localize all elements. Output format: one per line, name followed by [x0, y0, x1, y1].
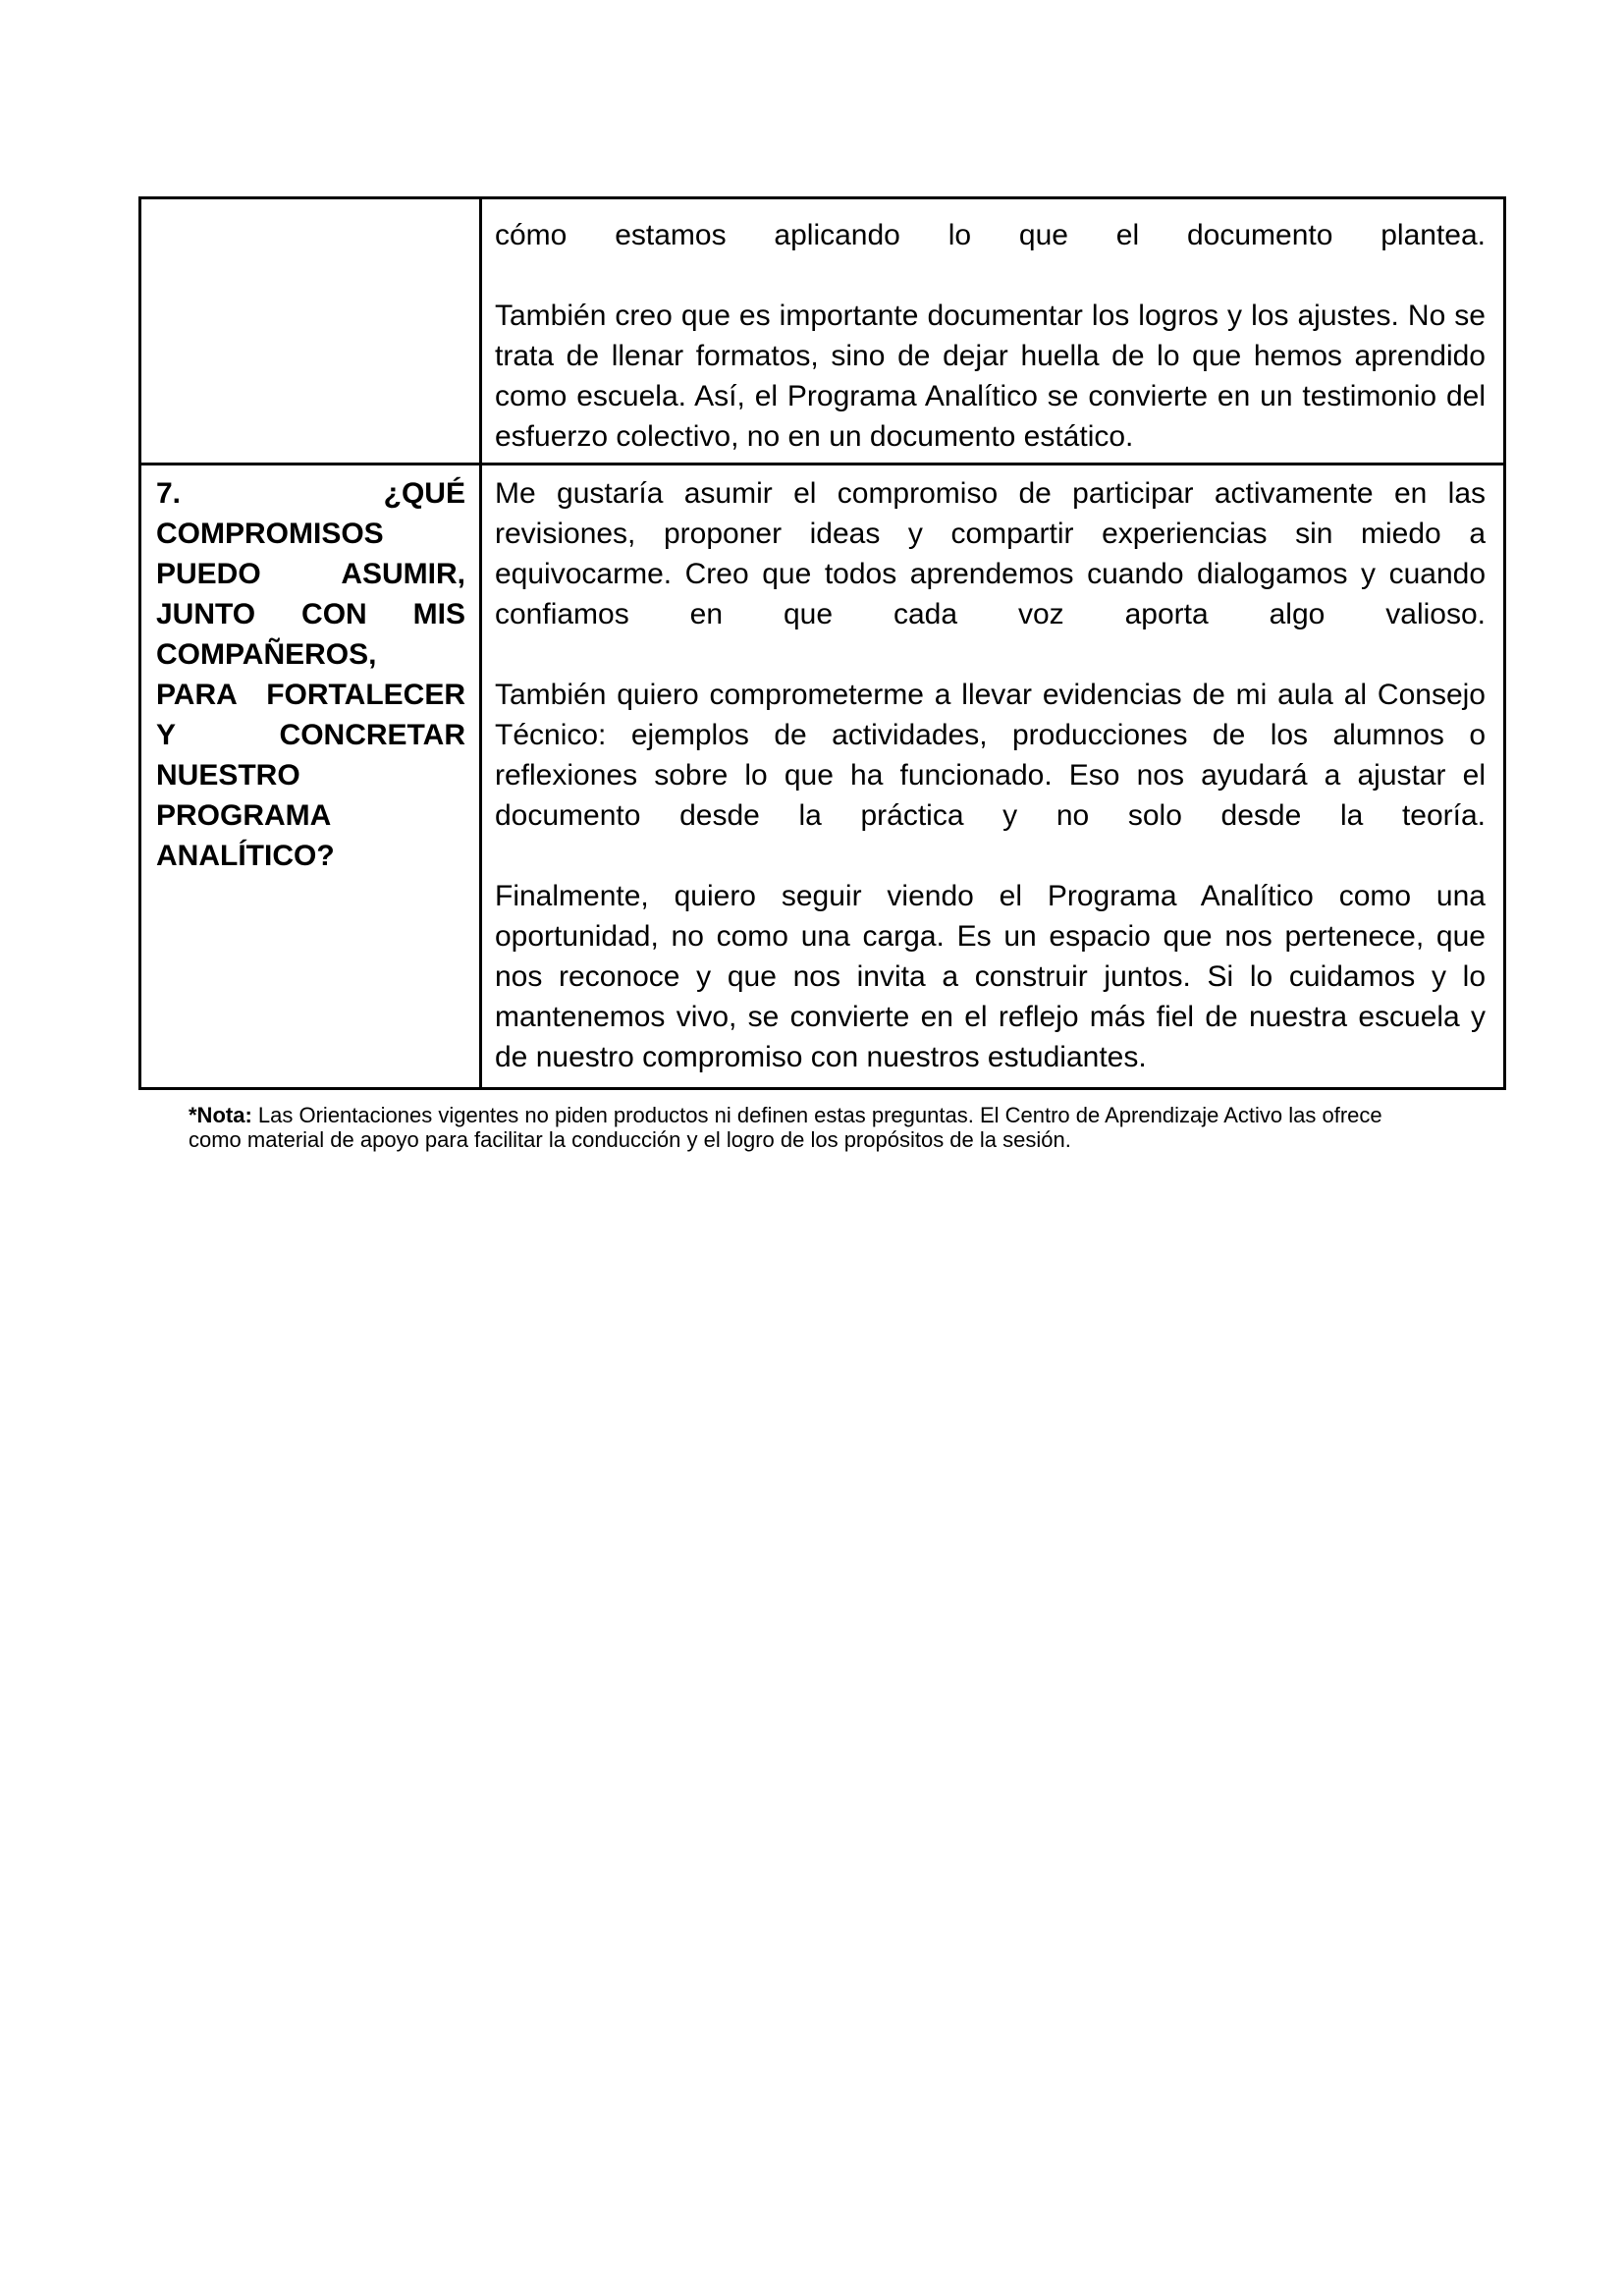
question-answer-table [138, 196, 1506, 1090]
table-row [140, 198, 1505, 465]
answer-paragraph: Me gustaría asumir el compromiso de participar activamente en las revisiones, proponer ideas y compartir experiencias sin miedo a equivocarme. Creo que todos aprendemos cuando dialogamos y cuando confiamos en que cada voz aporta algo valioso. [495, 477, 1486, 630]
answer-cell [481, 465, 1505, 1089]
answer-paragraph: cómo estamos aplicando lo que el documento plantea. [495, 219, 1486, 251]
answer-cell [481, 198, 1505, 465]
table-row [140, 465, 1505, 1089]
question-cell-empty [140, 198, 481, 465]
question-text: 7. ¿QUÉ COMPROMISOS PUEDO ASUMIR, JUNTO CON MIS COMPAÑEROS, PARA FORTALECER Y CONCRETAR NUESTRO PROGRAMA ANALÍTICO? [156, 477, 465, 872]
question-cell [140, 465, 481, 1089]
footnote-label: *Nota: [189, 1103, 252, 1127]
answer-paragraph: También creo que es importante documentar los logros y los ajustes. No se trata de llenar formatos, sino de dejar huella de lo que hemos aprendido como escuela. Así, el Programa Analítico se convierte en un testimonio del esfuerzo colectivo, no en un documento estático. [495, 300, 1486, 453]
answer-paragraph: Finalmente, quiero seguir viendo el Programa Analítico como una oportunidad, no como una carga. Es un espacio que nos pertenece, que nos reconoce y que nos invita a construir juntos. Si lo cuidamos y lo mantenemos vivo, se convierte en el reflejo más fiel de nuestra escuela y de nuestro compromiso con nuestros estudiantes. [495, 880, 1486, 1073]
footnote [189, 1103, 1411, 1152]
footnote-text: Las Orientaciones vigentes no piden productos ni definen estas preguntas. El Centro de Aprendizaje Activo las ofrece como material de apoyo para facilitar la conducción y el logro de los propósitos de la sesión. [189, 1103, 1382, 1152]
answer-paragraph: También quiero comprometerme a llevar evidencias de mi aula al Consejo Técnico: ejemplos de actividades, producciones de los alumnos o reflexiones sobre lo que ha funcionado. Eso nos ayudará a ajustar el documento desde la práctica y no solo desde la teoría. [495, 679, 1486, 832]
